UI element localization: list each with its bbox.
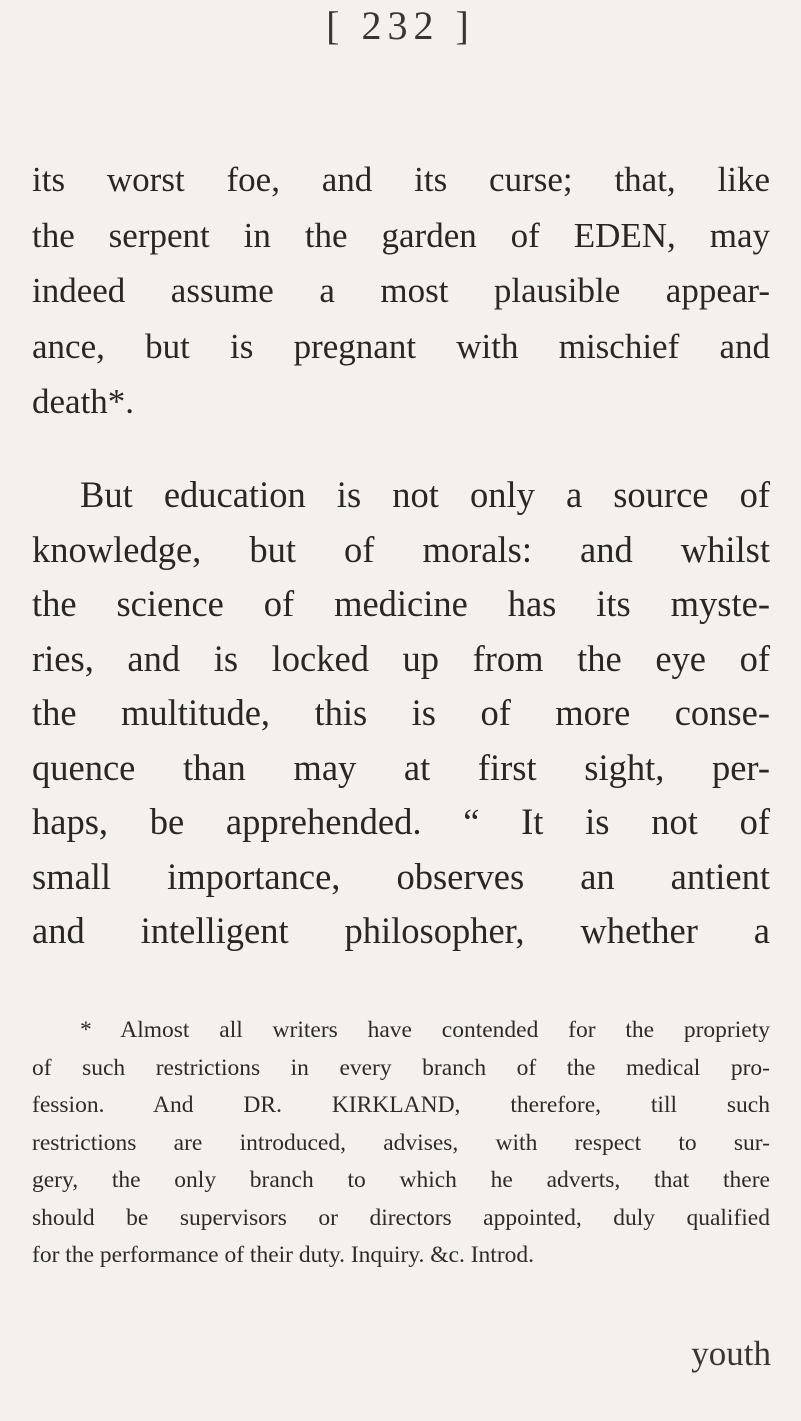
text-line: small importance, observes an antient [32,855,770,897]
footnote-line: gery, the only branch to which he adverts, that there [32,1167,770,1193]
footnote-line: * Almost all writers have contended for the propriety [80,1017,770,1043]
text-line: ance, but is pregnant with mischief and [32,326,770,366]
text-line: the science of medicine has its myste- [32,583,770,624]
footnote-line: fession. And DR. KIRKLAND, therefore, till such [32,1092,770,1118]
footnote-line: of such restrictions in every branch of the medical pro- [32,1054,770,1081]
text-line: and intelligent philosopher, whether a [32,910,770,951]
footnote-line: restrictions are introduced, advises, with respect to sur- [32,1129,770,1156]
text-line: ries, and is locked up from the eye of [32,637,770,679]
footnote-line: for the performance of their duty. Inquiry. &c. Introd. [32,1242,535,1268]
text-line: knowledge, but of morals: and whilst [32,528,770,570]
footnote [32,1012,770,1275]
text-line: But education is not only a source of [80,474,770,515]
text-line: indeed assume a most plausible appear- [32,271,770,310]
text-line: the serpent in the garden of EDEN, may [32,215,770,255]
text-line: its worst foe, and its curse; that, like [32,160,770,199]
text-line: quence than may at first sight, per- [32,746,770,788]
footnote-line: should be supervisors or directors appointed, duly qualified [32,1204,770,1231]
paragraph-1 [32,152,770,430]
text-line: death*. [32,382,135,421]
text-line: the multitude, this is of more conse- [32,692,770,733]
page-number: [ 232 ] [326,3,475,48]
text-line: haps, be apprehended. “ It is not of [32,801,770,842]
catchword: youth [691,1334,771,1373]
paragraph-2 [32,468,770,959]
